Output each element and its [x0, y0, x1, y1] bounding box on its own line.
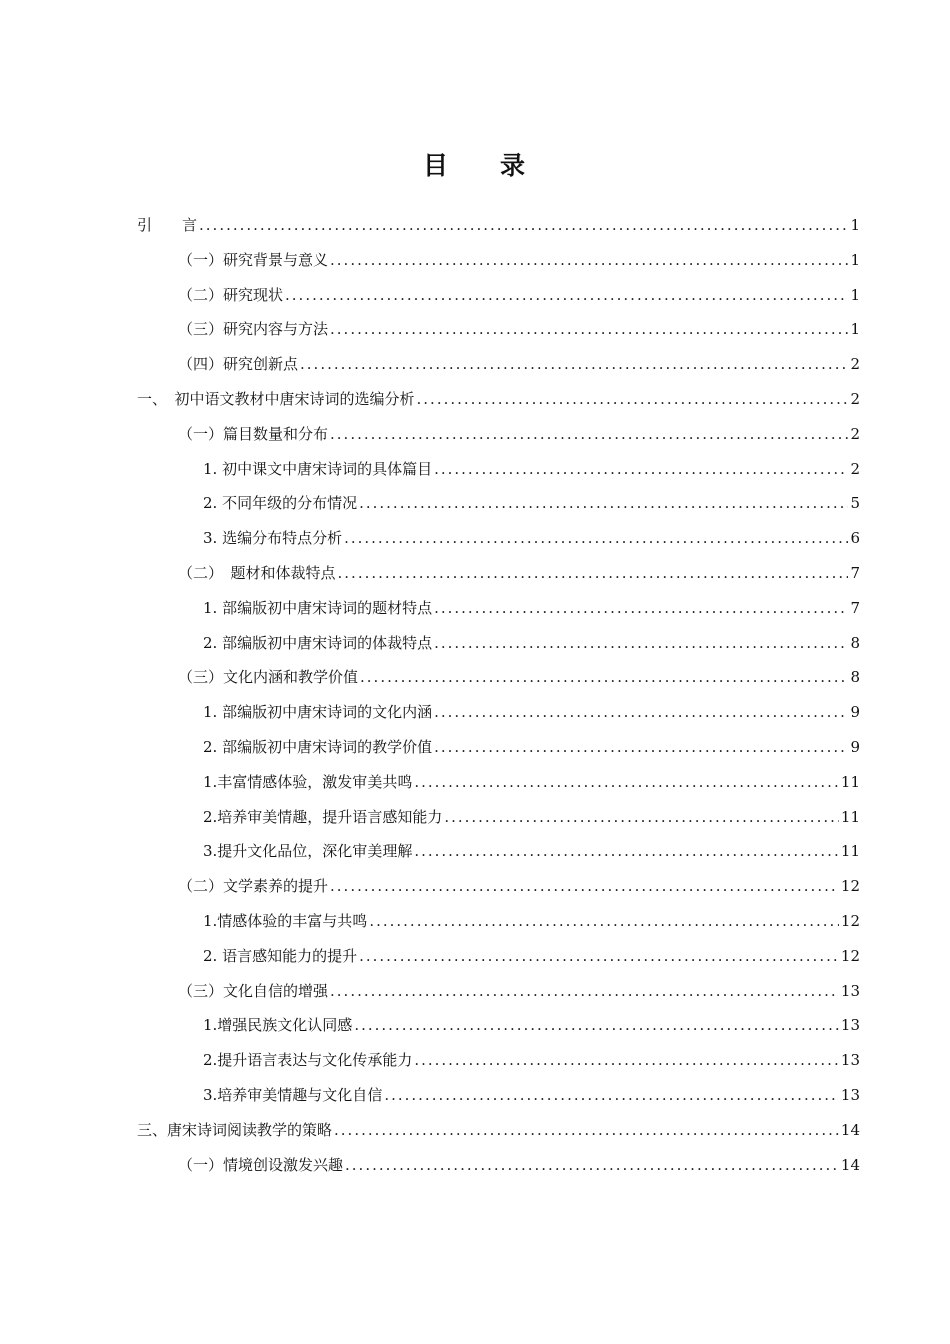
toc-entry[interactable] [178, 314, 860, 340]
toc-entry[interactable] [203, 906, 860, 932]
toc-dot-leader [330, 980, 839, 1002]
toc-dot-leader [384, 1084, 839, 1106]
toc-entry[interactable] [178, 419, 860, 445]
toc-entry-page-number: 14 [840, 1155, 860, 1174]
toc-dot-leader [338, 562, 848, 584]
toc-entry-label: 1. 部编版初中唐宋诗词的文化内涵 [203, 703, 433, 722]
toc-entry-label: （三）研究内容与方法 [178, 320, 329, 339]
toc-entry[interactable] [178, 349, 860, 375]
toc-entry-label: （二）研究现状 [178, 285, 284, 304]
toc-entry-page-number: 9 [850, 738, 860, 756]
title-char-1: 目 [422, 151, 450, 180]
toc-entry-page-number: 13 [840, 1016, 860, 1035]
toc-entry[interactable] [137, 210, 860, 236]
toc-entry[interactable] [178, 976, 860, 1002]
toc-entry-label: 1.增强民族文化认同感 [203, 1016, 353, 1035]
toc-entry-page-number: 2 [850, 459, 860, 478]
toc-dot-leader [434, 701, 848, 723]
toc-entry-label: 3.培养审美情趣与文化自信 [203, 1086, 383, 1104]
toc-dot-leader [330, 875, 839, 897]
toc-entry-page-number: 9 [850, 703, 860, 722]
toc-entry-label: （一）情境创设激发兴趣 [178, 1155, 344, 1174]
toc-entry-page-number: 11 [840, 772, 860, 791]
toc-dot-leader [359, 492, 848, 514]
toc-entry[interactable] [203, 593, 860, 619]
toc-entry-page-number: 1 [850, 216, 860, 234]
toc-entry[interactable] [137, 384, 860, 410]
toc-entry-label: 3.提升文化品位，深化审美理解 [203, 842, 413, 861]
toc-entry[interactable] [203, 941, 860, 967]
toc-dot-leader [359, 945, 839, 967]
toc-entry[interactable] [203, 1010, 860, 1036]
toc-dot-leader [354, 1014, 839, 1036]
toc-entry[interactable] [178, 662, 860, 688]
toc-entry-page-number: 1 [850, 285, 860, 304]
toc-entry[interactable] [203, 836, 860, 862]
toc-entry[interactable] [203, 523, 860, 549]
toc-dot-leader [434, 597, 848, 619]
toc-dot-leader [444, 806, 839, 828]
toc-entry-page-number: 5 [850, 494, 860, 513]
toc-dot-leader [434, 458, 848, 480]
toc-dot-leader [434, 736, 848, 758]
toc-entry-page-number: 7 [850, 564, 860, 582]
toc-entry-label: 2. 部编版初中唐宋诗词的体裁特点 [203, 633, 433, 652]
toc-entry-page-number: 13 [840, 981, 860, 1000]
toc-entry-page-number: 11 [840, 842, 860, 861]
toc-entry-label: 引 言 [137, 216, 198, 234]
toc-dot-leader [414, 840, 839, 862]
toc-dot-leader [330, 423, 848, 445]
toc-entry-label: （一）篇目数量和分布 [178, 424, 329, 443]
toc-dot-leader [434, 632, 848, 654]
toc-entry-label: 2.培养审美情趣，提升语言感知能力 [203, 807, 443, 826]
toc-entry-page-number: 14 [840, 1120, 860, 1139]
toc-dot-leader [330, 318, 848, 340]
toc-entry-label: 3. 选编分布特点分析 [203, 529, 343, 548]
toc-entry-label: 2.提升语言表达与文化传承能力 [203, 1051, 413, 1070]
toc-entry-page-number: 2 [850, 390, 860, 408]
toc-dot-leader [334, 1119, 839, 1141]
toc-entry-page-number: 13 [840, 1051, 860, 1070]
toc-dot-leader [199, 214, 848, 236]
toc-entry-label: 2. 不同年级的分布情况 [203, 494, 358, 513]
toc-dot-leader [300, 353, 848, 375]
toc-entry[interactable] [137, 1115, 860, 1141]
toc-entry[interactable] [203, 732, 860, 758]
toc-entry[interactable] [178, 1150, 860, 1176]
toc-dot-leader [360, 666, 848, 688]
toc-entry-label: 1. 初中课文中唐宋诗词的具体篇目 [203, 459, 433, 478]
toc-entry[interactable] [203, 767, 860, 793]
toc-dot-leader [369, 910, 839, 932]
toc-entry[interactable] [178, 245, 860, 271]
toc-entry-label: 一、 初中语文教材中唐宋诗词的选编分析 [137, 390, 415, 408]
toc-entry-page-number: 1 [850, 250, 860, 269]
toc-entry-label: （二）文学素养的提升 [178, 877, 329, 896]
toc-entry[interactable] [178, 280, 860, 306]
toc-entry[interactable] [203, 488, 860, 514]
toc-entry[interactable] [203, 1045, 860, 1071]
toc-dot-leader [414, 1049, 839, 1071]
toc-entry[interactable] [203, 802, 860, 828]
toc-dot-leader [414, 771, 839, 793]
toc-entry-page-number: 11 [840, 807, 860, 826]
page-title [0, 146, 950, 182]
toc-entry[interactable] [178, 871, 860, 897]
toc-entry-page-number: 1 [850, 320, 860, 339]
toc-dot-leader [330, 249, 848, 271]
toc-entry-page-number: 7 [850, 598, 860, 617]
toc-entry-label: 2. 部编版初中唐宋诗词的教学价值 [203, 738, 433, 756]
toc-entry-label: （二） 题材和体裁特点 [178, 564, 336, 582]
toc-entry-label: （四）研究创新点 [178, 355, 299, 374]
toc-entry[interactable] [203, 1080, 860, 1106]
title-char-2: 录 [500, 151, 528, 180]
toc-dot-leader [417, 388, 848, 410]
toc-entry-label: （三）文化内涵和教学价值 [178, 668, 359, 687]
toc-entry-page-number: 12 [840, 946, 860, 965]
toc-dot-leader [285, 284, 848, 306]
toc-entry-label: 2. 语言感知能力的提升 [203, 946, 358, 965]
toc-entry-label: 1. 部编版初中唐宋诗词的题材特点 [203, 598, 433, 617]
toc-entry-label: 三、唐宋诗词阅读教学的策略 [137, 1120, 333, 1139]
toc-entry-page-number: 12 [840, 912, 860, 930]
toc-entry[interactable] [203, 628, 860, 654]
toc-entry-label: 1.情感体验的丰富与共鸣 [203, 912, 368, 930]
toc-entry-label: 1.丰富情感体验，激发审美共鸣 [203, 772, 413, 791]
toc-dot-leader [344, 527, 848, 549]
toc-entry-page-number: 8 [850, 633, 860, 652]
toc-entry-label: （三）文化自信的增强 [178, 981, 329, 1000]
toc-dot-leader [345, 1154, 839, 1176]
toc-entry-page-number: 12 [840, 877, 860, 896]
toc-entry-page-number: 2 [850, 355, 860, 374]
toc-entry-page-number: 8 [850, 668, 860, 687]
toc-entry-label: （一）研究背景与意义 [178, 250, 329, 269]
toc-entry[interactable] [203, 454, 860, 480]
toc-entry-page-number: 13 [840, 1086, 860, 1104]
toc-entry[interactable] [203, 697, 860, 723]
toc-entry-page-number: 2 [850, 424, 860, 443]
toc-entry[interactable] [178, 558, 860, 584]
toc-entry-page-number: 6 [850, 529, 860, 548]
